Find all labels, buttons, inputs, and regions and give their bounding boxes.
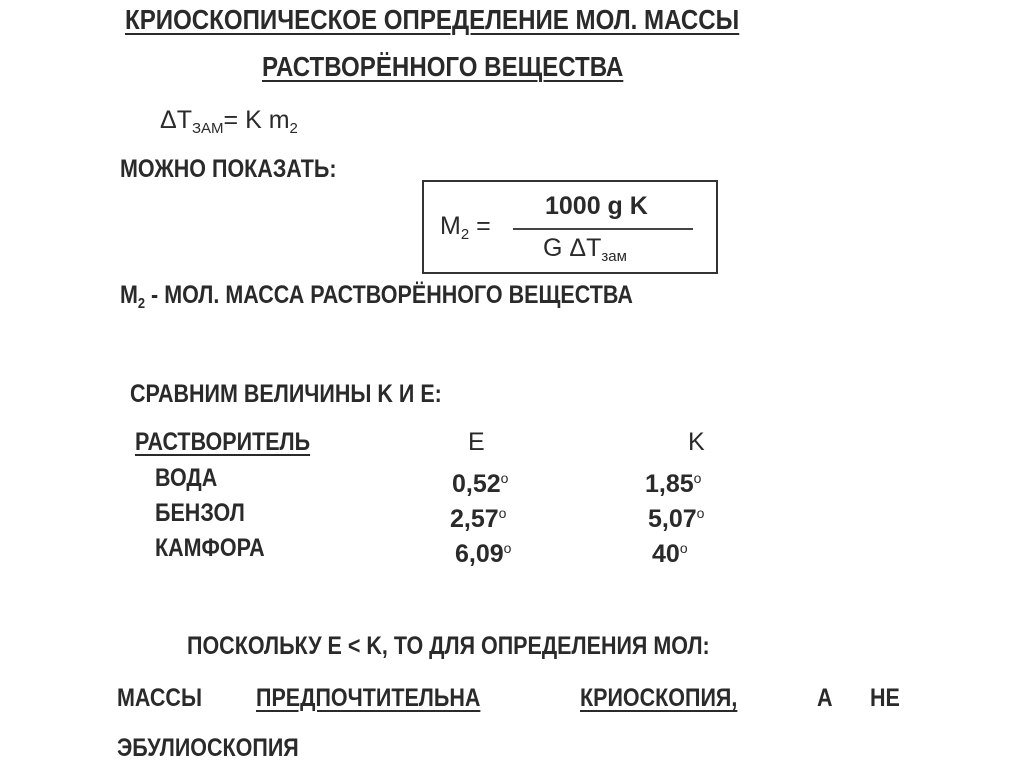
row-solvent: ВОДА	[155, 464, 218, 492]
row-k	[645, 464, 701, 498]
compare-heading: СРАВНИМ ВЕЛИЧИНЫ K И E:	[130, 380, 442, 408]
header-solvent: РАСТВОРИТЕЛЬ	[135, 428, 311, 456]
def-sub: 2	[137, 295, 146, 312]
formula2-m: M	[440, 212, 461, 240]
denominator-sub: зам	[601, 248, 627, 265]
title-line-2: РАСТВОРЁННОГО ВЕЩЕСТВА	[262, 51, 624, 82]
freezing-formula	[160, 106, 298, 143]
conclusion-line-1: ПОСКОЛЬКУ E < K, ТО ДЛЯ ОПРЕДЕЛЕНИЯ МОЛ:	[187, 632, 710, 660]
formula-lhs-sub: ЗАМ	[191, 120, 224, 137]
degree-sign: o	[679, 540, 688, 556]
e-value: 0,52	[452, 470, 501, 498]
conclusion-line-3: ЭБУЛИОСКОПИЯ	[117, 734, 299, 762]
conclusion-word-underlined: ПРЕДПОЧТИТЕЛЬНА	[256, 684, 481, 712]
formula2-eq: =	[476, 212, 491, 240]
k-value: 1,85	[645, 470, 694, 498]
formula-eq: = K m	[223, 106, 290, 134]
definition	[120, 281, 633, 318]
degree-sign: o	[503, 540, 512, 556]
e-value: 2,57	[450, 505, 499, 533]
row-e	[452, 464, 508, 498]
formula2-m-sub: 2	[460, 226, 470, 243]
def-symbol: M	[120, 281, 138, 309]
row-e	[450, 499, 506, 533]
k-value: 40	[652, 540, 680, 568]
row-e	[455, 534, 511, 568]
fraction-line	[513, 228, 693, 230]
degree-sign: o	[500, 470, 509, 486]
header-k: K	[688, 428, 705, 456]
degree-sign: o	[693, 470, 702, 486]
degree-sign: o	[498, 505, 507, 521]
k-value: 5,07	[648, 505, 697, 533]
row-k	[652, 534, 688, 568]
conclusion-word: А	[817, 684, 833, 712]
can-show-label: МОЖНО ПОКАЗАТЬ:	[120, 155, 337, 183]
header-e: E	[468, 428, 485, 456]
degree-sign: o	[696, 505, 705, 521]
formula2-lhs	[440, 212, 491, 249]
title-line-1: КРИОСКОПИЧЕСКОЕ ОПРЕДЕЛЕНИЕ МОЛ. МАССЫ	[125, 4, 740, 35]
conclusion-word: МАССЫ	[117, 684, 203, 712]
row-k	[648, 499, 704, 533]
e-value: 6,09	[455, 540, 504, 568]
conclusion-word: НЕ	[870, 684, 900, 712]
conclusion-word-underlined: КРИОСКОПИЯ,	[580, 684, 738, 712]
row-solvent: БЕНЗОЛ	[155, 499, 245, 527]
denominator-text: G ΔT	[543, 234, 602, 262]
formula-lhs: ΔT	[160, 106, 192, 134]
formula2-numerator: 1000 g K	[545, 192, 648, 220]
row-solvent: КАМФОРА	[155, 534, 265, 562]
def-text: - МОЛ. МАССА РАСТВОРЁННОГО ВЕЩЕСТВА	[145, 281, 633, 309]
formula2-denominator	[543, 234, 627, 271]
formula-rhs-sub: 2	[289, 120, 298, 137]
